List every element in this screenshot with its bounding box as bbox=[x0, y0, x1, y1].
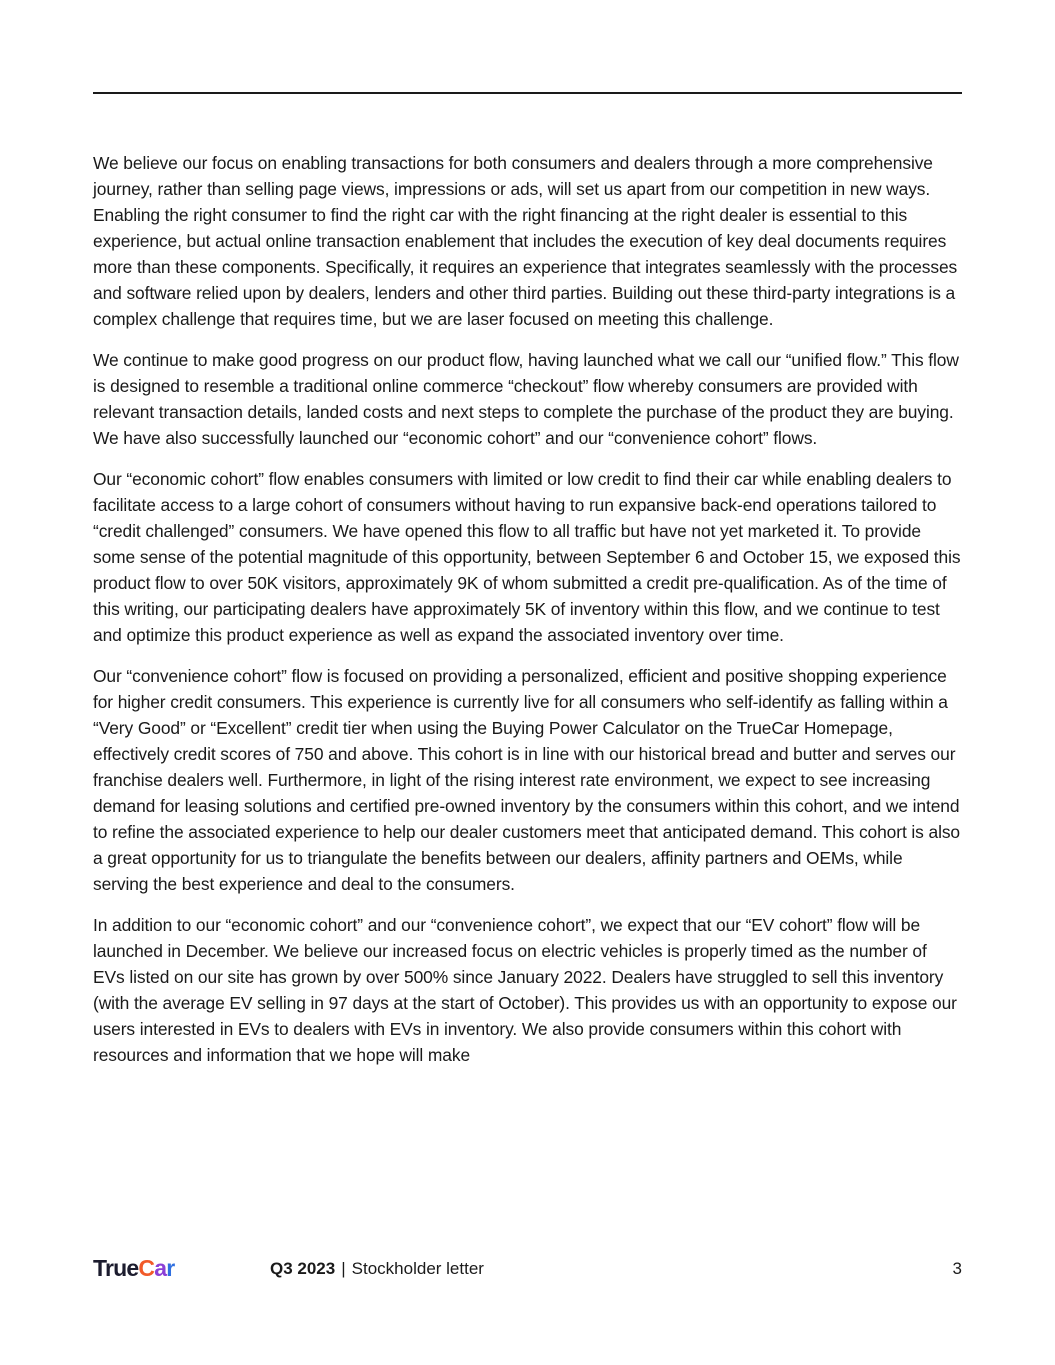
footer-quarter: Q3 2023 bbox=[270, 1259, 336, 1278]
page-footer bbox=[93, 1252, 962, 1286]
header-rule bbox=[93, 92, 962, 94]
logo-letter-c: C bbox=[138, 1255, 155, 1281]
paragraph-2: We continue to make good progress on our product flow, having launched what we call our “unified flow.” This flow is designed to resemble a traditional online commerce “checkout” flow whereby consumers are provided with relevant transaction details, landed costs and next steps to complete the purchase of the product they are buying. We have also successfully launched our “economic cohort” and our “convenience cohort” flows. bbox=[93, 350, 959, 448]
paragraph-4: Our “convenience cohort” flow is focused on providing a personalized, efficient and positive shopping experience for higher credit consumers. This experience is currently live for all consumers who self-identify as falling within a “Very Good” or “Excellent” credit tier when using the Buying Power Calculator on the TrueCar Homepage, effectively credit scores of 750 and above. This cohort is in line with our historical bread and butter and serves our franchise dealers well. Furthermore, in light of the rising interest rate environment, we expect to see increasing demand for leasing solutions and certified pre-owned inventory by the consumers within this cohort, and we intend to refine the associated experience to help our dealer customers meet that anticipated demand. This cohort is also a great opportunity for us to triangulate the benefits between our dealers, affinity partners and OEMs, while serving the best experience and deal to the consumers. bbox=[93, 666, 961, 894]
logo-text-true: True bbox=[93, 1255, 139, 1281]
footer-separator: | bbox=[341, 1259, 346, 1278]
truecar-logo bbox=[93, 1254, 174, 1282]
footer-title-text: Stockholder letter bbox=[351, 1259, 484, 1278]
paragraph-1: We believe our focus on enabling transactions for both consumers and dealers through a more comprehensive journey, rather than selling page views, impressions or ads, will set us apart from our competition in new ways. Enabling the right consumer to find the right car with the right financing at the right dealer is essential to this experience, but actual online transaction enablement that includes the execution of key deal documents requires more than these components. Specifically, it requires an experience that integrates seamlessly with the processes and software relied upon by dealers, lenders and other third parties. Building out these third-party integrations is a complex challenge that requires time, but we are laser focused on meeting this challenge. bbox=[93, 153, 958, 329]
logo-letter-a: a bbox=[154, 1255, 167, 1281]
footer-document-title bbox=[270, 1258, 484, 1280]
paragraph-3: Our “economic cohort” flow enables consumers with limited or low credit to find their car while enabling dealers to facilitate access to a large cohort of consumers without having to run expansive back-end operations tailored to “credit challenged” consumers. We have opened this flow to all traffic but have not yet marketed it. To provide some sense of the potential magnitude of this opportunity, between September 6 and October 15, we exposed this product flow to over 50K visitors, approximately 9K of whom submitted a credit pre-qualification. As of the time of this writing, our participating dealers have approximately 5K of inventory within this flow, and we continue to test and optimize this product experience as well as expand the associated inventory over time. bbox=[93, 469, 961, 645]
logo-letter-r: r bbox=[166, 1255, 175, 1281]
page-number: 3 bbox=[952, 1259, 962, 1278]
paragraph-5: In addition to our “economic cohort” and our “convenience cohort”, we expect that our “EV cohort” flow will be launched in December. We believe our increased focus on electric vehicles is properly timed as the number of EVs listed on our site has grown by over 500% since January 2022. Dealers have struggled to sell this inventory (with the average EV selling in 97 days at the start of October). This provides us with an opportunity to expose our users interested in EVs to dealers with EVs in inventory. We also provide consumers within this cohort with resources and information that we hope will make bbox=[93, 915, 957, 1065]
letter-body bbox=[93, 150, 962, 1083]
